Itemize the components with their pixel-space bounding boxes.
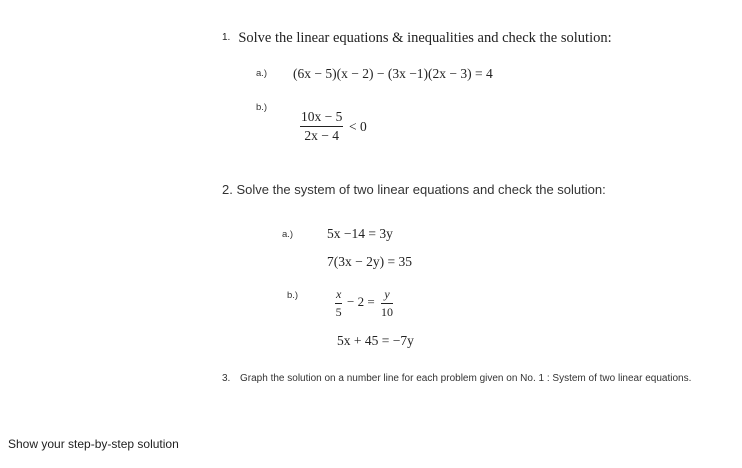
problem-2b-fraction-1-numerator: x (335, 287, 342, 304)
problem-1b-relation: < 0 (349, 119, 367, 134)
problem-2-heading: 2. Solve the system of two linear equations and check the solution: (222, 182, 606, 197)
problem-1a-label: a.) (256, 68, 268, 79)
problem-2b-fraction-2-numerator: y (381, 287, 393, 304)
problem-1a-equation: (6x − 5)(x − 2) − (3x −1)(2x − 3) = 4 (293, 66, 493, 81)
problem-2a-equation-2: 7(3x − 2y) = 35 (327, 254, 412, 269)
problem-1b-fraction (300, 109, 343, 144)
problem-3-number: 3. (222, 373, 231, 384)
step-by-step-prompt: Show your step-by-step solution (8, 437, 179, 451)
problem-2b-fraction-2 (381, 287, 393, 320)
problem-2b-fraction-1 (335, 287, 342, 320)
problem-1b-label: b.) (256, 102, 268, 113)
problem-1-title: Solve the linear equations & inequalities and check the solution: (238, 30, 612, 46)
problem-2b-label: b.) (287, 290, 299, 301)
problem-1b-numerator: 10x − 5 (300, 109, 343, 127)
problem-2b-equation-2: 5x + 45 = −7y (337, 333, 414, 348)
problem-3-text: Graph the solution on a number line for each problem given on No. 1 : System of two linear equations. (240, 373, 692, 384)
problem-3-heading (222, 371, 692, 386)
problem-2b-fraction-1-denominator: 5 (335, 305, 342, 319)
problem-2a-equation-1: 5x −14 = 3y (327, 226, 393, 241)
problem-1b-denominator: 2x − 4 (304, 128, 339, 143)
problem-1-number: 1. (222, 32, 231, 43)
problem-2a-label: a.) (282, 229, 294, 240)
problem-2b-fraction-2-denominator: 10 (381, 305, 393, 319)
problem-1-heading (222, 30, 612, 47)
problem-2b-middle: − 2 = (347, 294, 375, 309)
